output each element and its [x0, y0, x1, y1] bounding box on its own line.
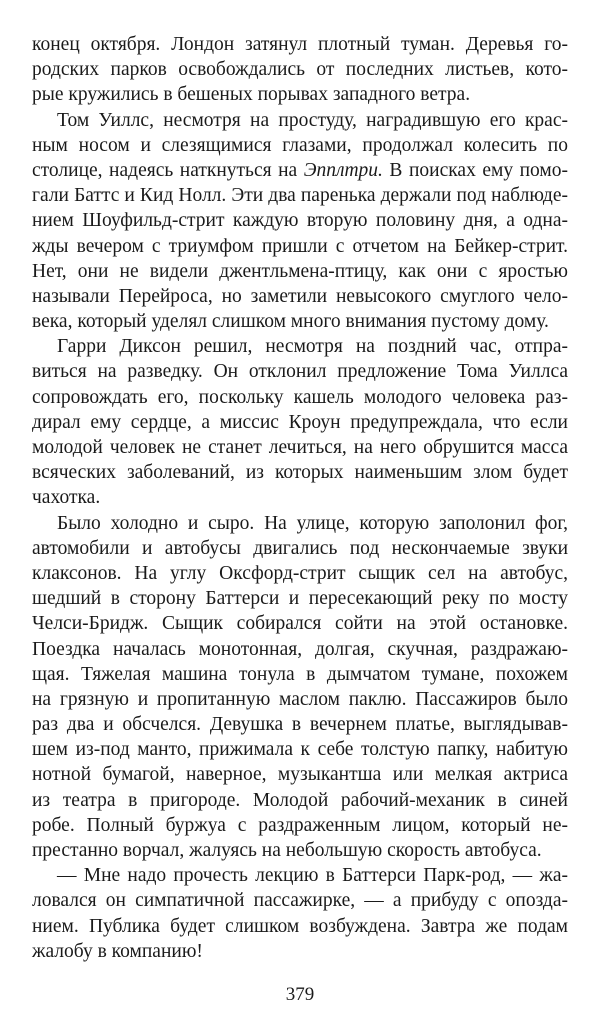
text-line: Том Уиллс, несмотря на простуду, наградившую его крас-	[57, 109, 568, 131]
text-line: молодой человек не станет лечиться, на него обрушится масса	[32, 437, 568, 458]
text-line: конец октября. Лондон затянул плотный туман. Деревья го-	[32, 34, 568, 55]
text-line: автомобили и автобусы двигались под нескончаемые звуки	[32, 537, 568, 559]
text-line: дирал ему сердце, а миссис Кроун предупреждала, что если	[32, 411, 568, 433]
page-text	[32, 32, 568, 964]
text-line: робе. Полный буржуа с раздраженным лицом, который не-	[32, 814, 568, 836]
text-line: Было холодно и сыро. На улице, которую заполонил фог,	[57, 512, 568, 534]
text-line: на грязную и пропитанную маслом паклю. Пассажиров было	[32, 688, 568, 710]
text-line: нием Шоуфильд-стрит каждую вторую половину дня, а одна-	[32, 210, 568, 232]
text-line: жалобу в компанию!	[32, 940, 203, 962]
text-line: жды вечером с триумфом пришли с отчетом на Бейкер-стрит.	[32, 235, 568, 257]
text-line: чахотка.	[32, 487, 101, 509]
text-line: рые кружились в бешеных порывах западного ветра.	[32, 84, 471, 106]
text-line: престанно ворчал, жалуясь на небольшую скорость автобуса.	[32, 840, 542, 861]
text-segment: столице, надеясь наткнуться на	[32, 159, 304, 181]
text-line: Гарри Диксон решил, несмотря на поздний час, отпра-	[57, 336, 568, 358]
text-line: века, который уделял слишком много внимания пустому дому.	[32, 311, 549, 333]
text-line: клаксонов. На углу Оксфорд-стрит сыщик сел на автобус,	[32, 562, 568, 584]
paragraph	[32, 334, 568, 510]
paragraph	[32, 511, 568, 864]
paragraph	[32, 863, 568, 964]
text-line: Челси-Бридж. Сыщик собирался сойти на этой остановке.	[32, 613, 568, 635]
text-line: шем из-под манто, прижимала к себе толстую папку, набитую	[32, 739, 568, 761]
text-line: щая. Тяжелая машина тонула в дымчатом тумане, похожем	[32, 663, 568, 685]
text-line: называли Перейроса, но заметили невысокого смуглого чело-	[32, 285, 568, 307]
text-line: — Мне надо прочесть лекцию в Баттерси Парк-род, — жа-	[57, 865, 568, 887]
italic-title: Эпплтри.	[303, 159, 383, 181]
text-line: родских парков освобождались от последних листьев, кото-	[32, 59, 568, 81]
text-line: нотной бумагой, наверное, музыкантша или мелкая актриса	[32, 764, 568, 786]
text-line: сопровождать его, поскольку кашель молодого человека раз-	[32, 386, 568, 408]
text-line: шедший в сторону Баттерси и пересекающий реку по мосту	[32, 588, 568, 610]
text-line: всяческих заболеваний, из которых наименьшим злом будет	[32, 462, 568, 484]
text-line: ловался он симпатичной пассажирке, — а прибуду с опозда-	[32, 890, 568, 912]
text-segment: В поисках ему помо-	[382, 159, 568, 181]
text-line: Нет, они не видели джентльмена-птицу, как они с яростью	[32, 260, 568, 282]
page-number: 379	[285, 984, 315, 1005]
text-line: виться на разведку. Он отклонил предложение Тома Уиллса	[32, 361, 568, 383]
text-line: из театра в пригороде. Молодой рабочий-механик в синей	[32, 789, 568, 811]
text-line: раз два и обсчелся. Девушка в вечернем платье, выглядывав-	[32, 714, 568, 736]
text-line: нием. Публика будет слишком возбуждена. Завтра же подам	[32, 915, 568, 937]
text-line	[32, 158, 568, 183]
text-line: Поездка началась монотонная, долгая, скучная, раздражаю-	[32, 638, 568, 660]
paragraph	[32, 32, 568, 108]
text-line: ным носом и слезящимися глазами, продолжал колесить по	[32, 134, 568, 156]
text-line: гали Баттс и Кид Нолл. Эти два паренька держали под наблюде-	[32, 185, 568, 207]
paragraph	[32, 108, 568, 335]
